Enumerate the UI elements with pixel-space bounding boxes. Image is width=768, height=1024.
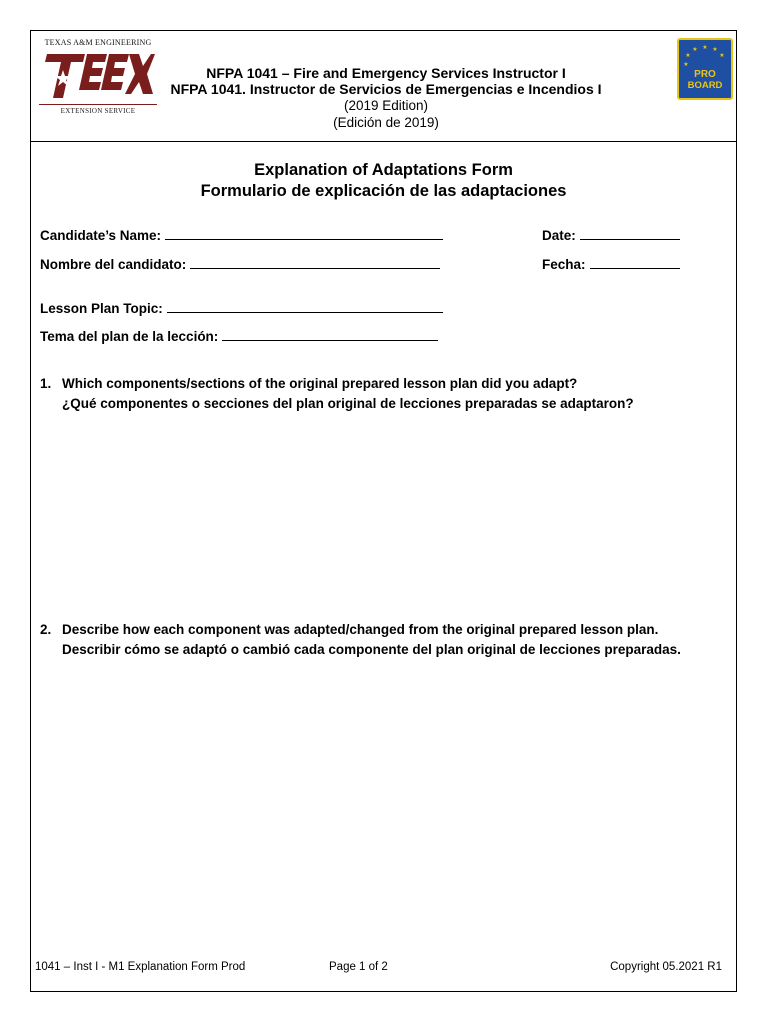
candidate-name-label: Candidate’s Name: bbox=[40, 228, 162, 243]
candidate-name-label-es: Nombre del candidato: bbox=[40, 257, 187, 272]
question-1-number: 1. bbox=[40, 376, 52, 391]
candidate-name-field-es[interactable] bbox=[40, 256, 440, 272]
form-title-english: Explanation of Adaptations Form bbox=[254, 161, 513, 179]
question-2-spanish: Describir cómo se adaptó o cambió cada componente del plan original de lecciones preparadas. bbox=[62, 642, 681, 657]
answer-area-1[interactable] bbox=[61, 419, 711, 609]
question-2-english: Describe how each component was adapted/changed from the original prepared lesson plan. bbox=[62, 622, 659, 637]
logo-top-text: TEXAS A&M ENGINEERING bbox=[44, 38, 152, 47]
candidate-name-line-es[interactable] bbox=[190, 256, 440, 269]
footer-page-number: Page 1 of 2 bbox=[329, 961, 388, 973]
form-title bbox=[31, 160, 736, 202]
edition-spanish: (Edición de 2019) bbox=[333, 115, 439, 130]
title-spanish: NFPA 1041. Instructor de Servicios de Emergencias e Incendios I bbox=[170, 81, 602, 97]
form-page bbox=[30, 30, 737, 992]
form-title-spanish: Formulario de explicación de las adaptaciones bbox=[200, 182, 567, 200]
date-label-es: Fecha: bbox=[542, 257, 586, 272]
badge-pro-text: PRO bbox=[694, 69, 716, 80]
svg-text:★: ★ bbox=[719, 52, 725, 59]
question-2 bbox=[40, 620, 700, 660]
date-field-es[interactable] bbox=[542, 256, 680, 272]
date-line[interactable] bbox=[580, 227, 680, 240]
candidate-name-line[interactable] bbox=[165, 227, 443, 240]
svg-text:★: ★ bbox=[683, 61, 689, 68]
footer-copyright: Copyright 05.2021 R1 bbox=[610, 961, 722, 973]
question-1-english: Which components/sections of the original prepared lesson plan did you adapt? bbox=[62, 376, 578, 391]
date-label: Date: bbox=[542, 228, 576, 243]
date-line-es[interactable] bbox=[590, 256, 680, 269]
lesson-topic-line[interactable] bbox=[167, 300, 443, 313]
title-english: NFPA 1041 – Fire and Emergency Services Instructor I bbox=[206, 65, 566, 81]
svg-text:★: ★ bbox=[685, 52, 691, 59]
logo-wordmark-text: TEEX bbox=[96, 100, 100, 101]
logo-bottom-text: EXTENSION SERVICE bbox=[39, 104, 157, 115]
footer-doc-id: 1041 – Inst I - M1 Explanation Form Prod bbox=[35, 961, 246, 973]
header-titles bbox=[141, 65, 631, 131]
svg-text:★: ★ bbox=[702, 44, 708, 51]
edition-english: (2019 Edition) bbox=[343, 98, 429, 113]
lesson-topic-field-es[interactable] bbox=[40, 328, 438, 344]
svg-text:★: ★ bbox=[712, 46, 718, 53]
badge-board-text: BOARD bbox=[687, 80, 723, 91]
teex-wordmark-icon bbox=[41, 50, 155, 102]
teex-logo bbox=[39, 38, 157, 118]
lesson-topic-label: Lesson Plan Topic: bbox=[40, 301, 163, 316]
question-2-number: 2. bbox=[40, 622, 52, 637]
question-1-spanish: ¿Qué componentes o secciones del plan original de lecciones preparadas se adaptaron? bbox=[62, 396, 634, 411]
lesson-topic-field[interactable] bbox=[40, 300, 443, 316]
date-field[interactable] bbox=[542, 227, 680, 243]
question-1 bbox=[40, 374, 710, 414]
lesson-topic-line-es[interactable] bbox=[222, 328, 438, 341]
candidate-name-field[interactable] bbox=[40, 227, 443, 243]
answer-area-2[interactable] bbox=[61, 711, 711, 941]
page-header bbox=[31, 31, 736, 142]
pro-board-badge bbox=[677, 38, 733, 100]
svg-text:★: ★ bbox=[692, 46, 698, 53]
lesson-topic-label-es: Tema del plan de la lección: bbox=[40, 329, 219, 344]
